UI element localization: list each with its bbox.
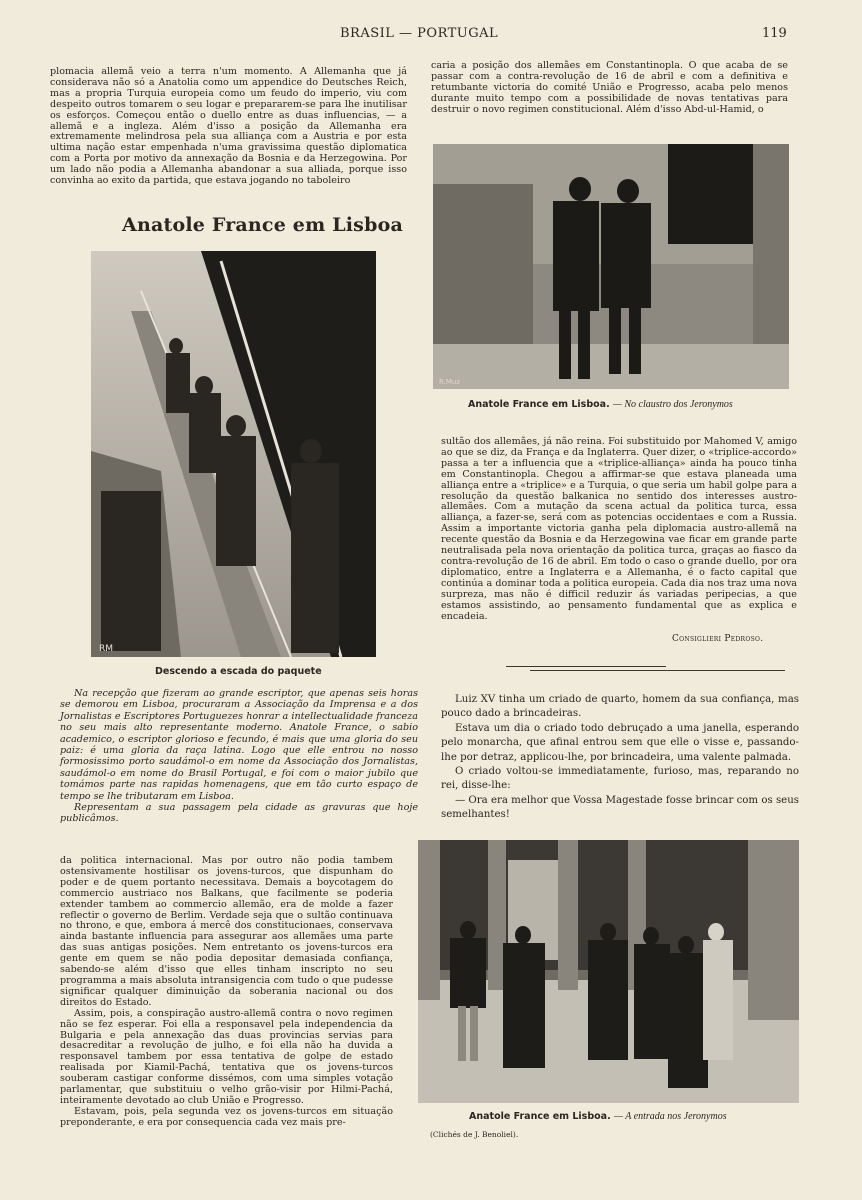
photo-ship-stairs-caption: Descendo a escada do paquete (155, 666, 322, 677)
photo-ship-stairs (91, 251, 376, 657)
page-header (0, 26, 862, 46)
photo-cloister-signature: R.Muz (439, 378, 460, 386)
paragraph: sultão dos allemães, já não reina. Foi substituido por Mahomed V, amigo ao que se diz, da França e da Inglaterra. Quer dizer, o «triplice-accordo» passa a ter a influencia que a «triplice-alliança» ainda ha pouco tinha em Constantinopla. Chegou a affirmar-se que estava planeada uma alliança entre a «triplice» e a Turquia, o que seria um habil golpe para a resolução da questão balkanica no sentido dos interesses austro-allemães. Com a mutação da scena actual da politica turca, essa alliança, a fazer-se, será com as potencias occidentaes e com a Russia. Assim a importante victoria ganha pela diplomacia austro-allemã na recente questão da Bosnia e da Herzegowina vae ficar em grande parte neutralisada pela nova orientação da politica turca, graças ao fiasco da contra-revolução de 16 de abril. Em todo o caso o grande duello, por ora diplomatico, entre a Inglaterra e a Allemanha, é o facto capital que continúa a dominar toda a politica europeia. Cada dia nos traz uma nova surpreza, mas não é difficil reduzir ás variadas peripecias, a que estamos assistindo, ao pensamento fundamental que as explica e encadeia. (441, 436, 797, 622)
paragraph: caria a posição dos allemães em Constantinopla. O que acaba de se passar com a contra-revolução de 16 de abril e com a definitiva e retumbante victoria do comité União e Progresso, acaba pelo menos durante muito tempo com a possibilidade de novas tentativas para destruir o novo regimen constitucional. Além d'isso Abd-ul-Hamid, o (431, 60, 788, 115)
paragraph: O criado voltou-se immediatamente, furioso, mas, reparando no rei, disse-lhe: (441, 766, 799, 792)
intro-italic-block (60, 688, 418, 825)
photo-ship-stairs-image (91, 251, 376, 657)
photo-jeronymos-caption (469, 1111, 727, 1122)
photo-cloister-image (433, 144, 789, 389)
photo-credit: (Clichés de J. Benoliel). (430, 1130, 519, 1139)
paragraph: — Ora era melhor que Vossa Magestade fosse brincar com os seus semelhantes! (441, 794, 799, 821)
article-headline: Anatole France em Lisboa (122, 214, 403, 236)
caption-bold: Anatole France em Lisboa. (469, 1111, 611, 1122)
paragraph: Estavam, pois, pela segunda vez os jovens-turcos em situação preponderante, e era por consequencia cada vez mais pre- (60, 1105, 393, 1128)
photo-jeronymos-entrance (418, 840, 799, 1103)
page-number: 119 (762, 26, 787, 41)
divider-rule (530, 670, 785, 671)
top-left-column (50, 67, 407, 187)
caption-italic: — No claustro dos Jeronymos (613, 399, 733, 410)
photo-cloister (433, 144, 789, 389)
paragraph: Estava um dia o criado todo debruçado a uma janella, esperando pelo monarcha, que afinal entrou sem que elle o visse e, passando-lhe por detraz, applicou-lhe, por brincadeira, uma valente palmada. (441, 722, 799, 763)
paragraph: Representam a sua passagem pela cidade as gravuras que hoje publicâmos. (60, 802, 418, 825)
paragraph: Na recepção que fizeram ao grande escriptor, que apenas seis horas se demorou em Lisboa, procuraram a Associação da Imprensa e a dos Jornalistas e Escriptores Portuguezes honrar a intellectualidade franceza no seu mais alto representante moderno. Anatole France, o sabio academico, o escriptor glorioso e fecundo, é mais que uma gloria do seu paiz: é uma gloria da raça latina. Logo que elle entrou no nosso formosissimo porto saudámol-o em nome da Associação dos Jornalistas, saudámol-o em nome do Brasil Portugal, e foi com o maior jubilo que tomámos parte nas rapidas homenagens, que em tão curto espaço de tempo se lhe tributaram em Lisboa. (60, 688, 418, 802)
paragraph: Assim, pois, a conspiração austro-allemã contra o novo regimen não se fez esperar. Foi ella a responsavel pela independencia da Bulgaria e pela annexação das duas provincias servias para desacreditar a revolução de julho, e foi ella não ha duvida a responsavel tambem por essa tentativa de golpe de estado realisada por Kiamil-Pachá, tentativa que os jovens-turcos souberam castigar conforme dissémos, com uma simples votação parlamentar, que substituiu o velho grão-visir por Hilmi-Pachá, inteiramente devotado ao club União e Progresso. (60, 1007, 393, 1106)
anecdote-column (441, 693, 799, 823)
author-signature: Consiglieri Pedroso. (672, 634, 764, 644)
paragraph: plomacia allemã veio a terra n'um momento. A Allemanha que já considerava não só a Anatolia como um appendice do Deutsches Reich, mas a propria Turquia europeia como um feudo do imperio, viu com despeito outros tomarem o seu logar e prepararem-se para lhe inutilisar os esforços. Começou então o duello entre as duas influencias, — a allemã e a ingleza. Além d'isso a posição da Allemanha era extremamente melindrosa pela sua alliança com a Austria e por esta ultima nação estar empenhada n'uma gravissima questão diplomatica com a Porta por motivo da annexação da Bosnia e da Herzegowina. Por um lado não podia a Allemanha abandonar a sua alliada, porque isso convinha ao exito da partida, que estava jogando no taboleiro (50, 66, 407, 187)
paragraph: Luiz XV tinha um criado de quarto, homem da sua confiança, mas pouco dado a brincadeiras. (441, 694, 799, 720)
running-title: BRASIL — PORTUGAL (340, 26, 499, 41)
photo-cloister-caption (468, 399, 733, 410)
photo-jeronymos-entrance-image (418, 840, 799, 1103)
caption-italic: — A entrada nos Jeronymos (614, 1111, 727, 1122)
paragraph: da politica internacional. Mas por outro não podia tambem ostensivamente hostilisar os jovens-turcos, que dispunham do poder e de quem portanto necessitava. Demais a boycotagem do commercio austriaco nos Balkans, que facilmente se poderia extender tambem ao commercio allemão, era de molde a fazer reflectir o governo de Berlim. Verdade seja que o sultão continuava no throno, e que, embora á mercê dos constitucionaes, conservava ainda bastante influencia para assegurar aos allemães uma parte das suas antigas posições. Nem entretanto os jovens-turcos era gente em quem se não podia depositar demasiada confiança, sabendo-se além d'isso que elles tinham inscripto no seu programma a mais absoluta intransigencia com tudo o que pudesse significar qualquer diminuição da soberania nacional ou dos direitos do Estado. (60, 855, 393, 1008)
divider-rule (506, 666, 666, 667)
caption-bold: Anatole France em Lisboa. (468, 399, 610, 410)
photo-ship-stairs-signature: RM (99, 644, 114, 654)
top-right-column (431, 61, 788, 116)
bottom-left-column (60, 856, 393, 1129)
middle-right-column (441, 437, 797, 622)
